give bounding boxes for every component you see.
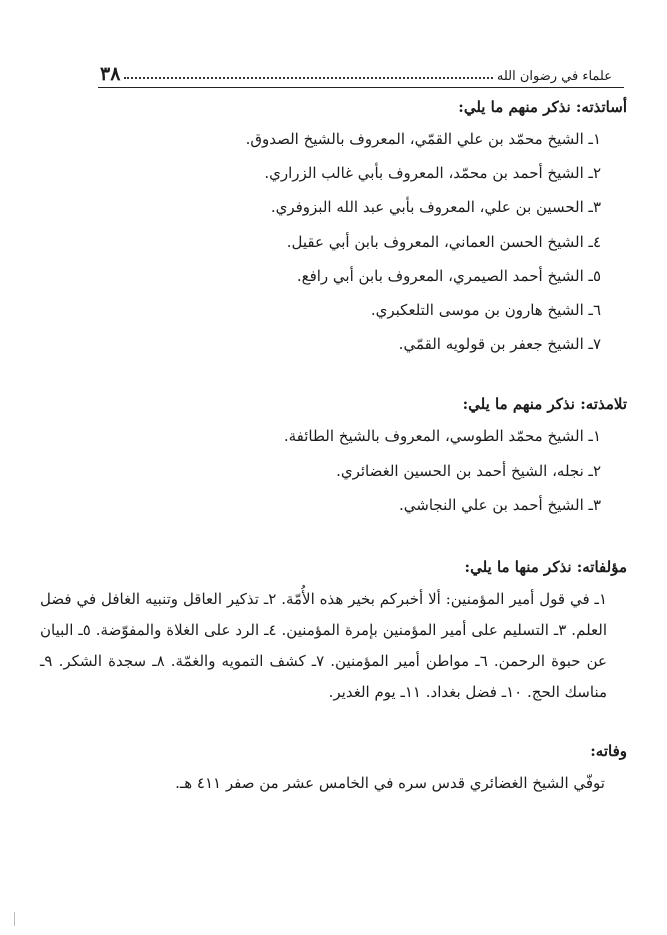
works-section	[40, 552, 627, 708]
teacher-item: ٧ـ الشيخ جعفر بن قولويه القمّي.	[398, 335, 601, 354]
section-spacer	[40, 522, 627, 552]
student-item: ٣ـ الشيخ أحمد بن علي النجاشي.	[399, 495, 601, 514]
teachers-section	[40, 92, 627, 361]
students-section	[40, 389, 627, 522]
students-heading: تلامذته: نذكر منهم ما يلي:	[462, 395, 627, 414]
works-heading: مؤلفاته: نذكر منها ما يلي:	[464, 557, 627, 576]
header-rule	[98, 87, 624, 88]
header-leader-dots	[124, 76, 492, 79]
teacher-item: ٢ـ الشيخ أحمد بن محمّد، المعروف بأبي غالب الزراري.	[264, 164, 601, 183]
teacher-item: ٦ـ الشيخ هارون بن موسى التلعكبري.	[370, 300, 601, 319]
scan-margin-mark	[14, 912, 15, 926]
death-paragraph: توفّي الشيخ الغضائري قدس سره في الخامس عشر من صفر ٤١١ هـ.	[175, 773, 605, 792]
teacher-item: ٥ـ الشيخ أحمد الصيمري، المعروف بابن أبي رافع.	[296, 266, 601, 285]
student-item: ١ـ الشيخ محمّد الطوسي، المعروف بالشيخ الطائفة.	[283, 427, 601, 446]
section-spacer	[40, 708, 627, 736]
teacher-item: ١ـ الشيخ محمّد بن علي القمّي، المعروف بالشيخ الصدوق.	[245, 130, 601, 148]
student-item: ٢ـ نجله، الشيخ أحمد بن الحسين الغضائري.	[336, 461, 601, 480]
teachers-heading: أساتذته: نذكر منهم ما يلي:	[458, 98, 627, 116]
teacher-item: ٤ـ الشيخ الحسن العماني، المعروف بابن أبي عقيل.	[286, 232, 601, 251]
page-number: ٣٨	[100, 63, 121, 85]
teacher-item: ٣ـ الحسين بن علي، المعروف بأبي عبد الله البزوفري.	[270, 198, 601, 217]
book-title: علماء في رضوان الله	[496, 69, 612, 84]
death-heading: وفاته:	[590, 741, 627, 760]
running-header	[100, 58, 612, 84]
works-paragraph: ١ـ في قول أمير المؤمنين: ألا أخبركم بخير هذه الأُمّة. ٢ـ تذكير العاقل وتنبيه الغافل في فضل العلم. ٣ـ التسليم على أمير المؤمنين بإمرة المؤمنين. ٤ـ الرد على الغلاة والمفوّضة. ٥ـ البيان عن حبوة الرحمن. ٦ـ مواطن أمير المؤمنين. ٧ـ كشف التمويه والغمّة. ٨ـ سجدة الشكر. ٩ـ مناسك الحج. ١٠ـ فضل بغداد. ١١ـ يوم الغدير.	[40, 589, 608, 701]
page-body	[40, 92, 627, 800]
section-spacer	[40, 361, 627, 389]
death-section	[40, 736, 627, 800]
